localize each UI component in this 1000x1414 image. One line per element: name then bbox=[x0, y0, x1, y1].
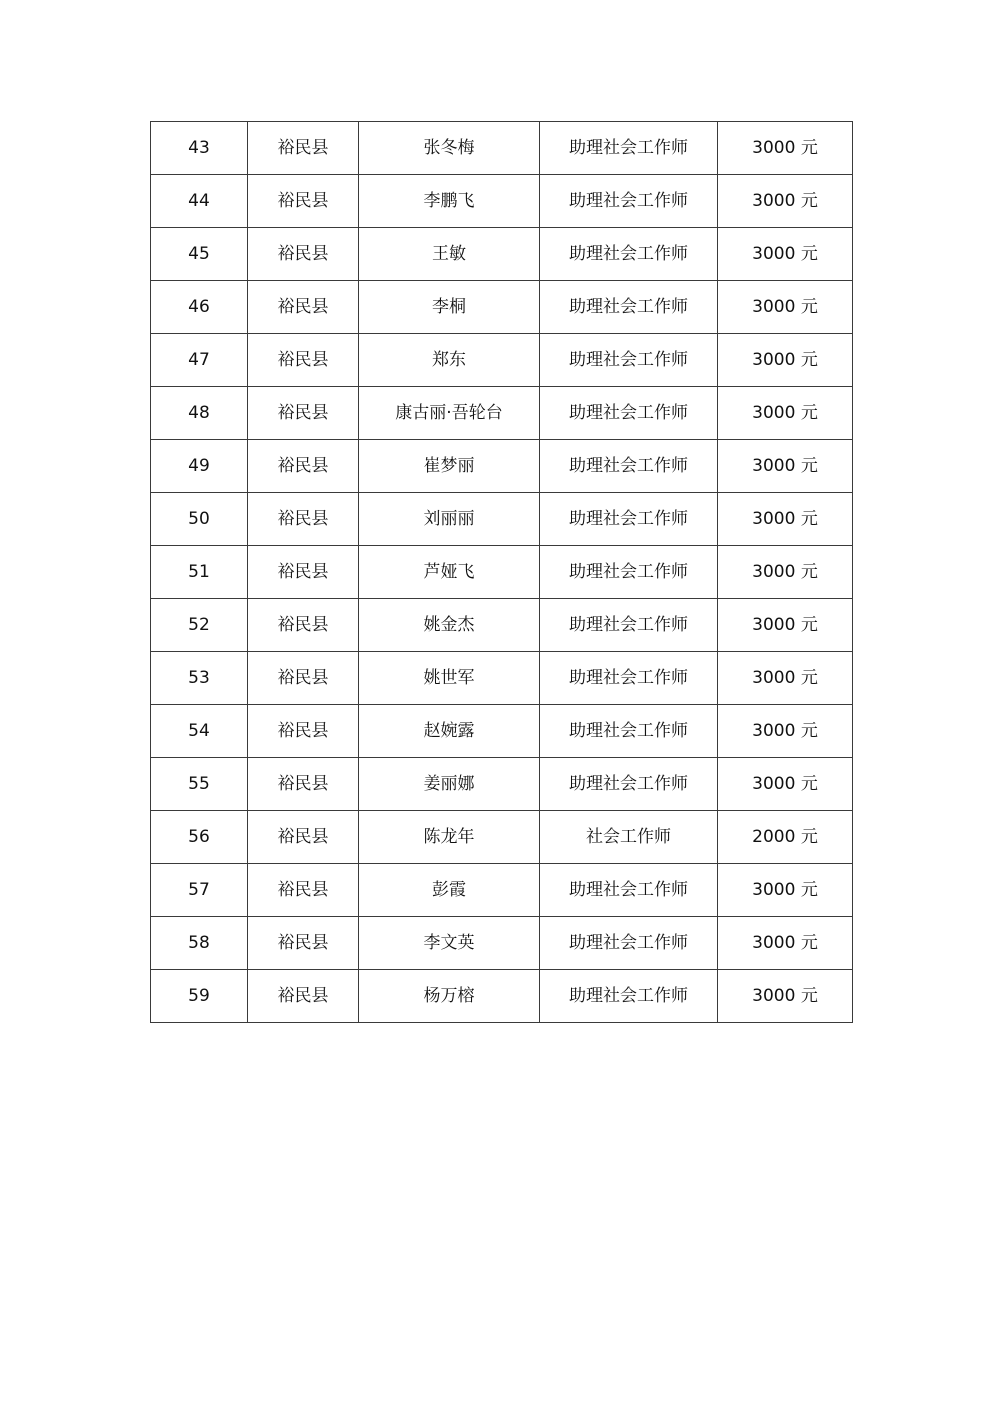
cell-county: 裕民县 bbox=[248, 281, 359, 334]
cell-amount: 3000 元 bbox=[718, 864, 853, 917]
cell-name: 陈龙年 bbox=[359, 811, 540, 864]
cell-job-title: 助理社会工作师 bbox=[540, 599, 718, 652]
cell-county: 裕民县 bbox=[248, 175, 359, 228]
cell-serial-number: 50 bbox=[151, 493, 248, 546]
cell-job-title: 助理社会工作师 bbox=[540, 546, 718, 599]
cell-job-title: 社会工作师 bbox=[540, 811, 718, 864]
cell-amount: 3000 元 bbox=[718, 705, 853, 758]
cell-amount: 3000 元 bbox=[718, 970, 853, 1023]
cell-amount: 3000 元 bbox=[718, 228, 853, 281]
cell-job-title: 助理社会工作师 bbox=[540, 281, 718, 334]
cell-amount: 3000 元 bbox=[718, 599, 853, 652]
cell-serial-number: 52 bbox=[151, 599, 248, 652]
table-row bbox=[151, 440, 853, 493]
cell-job-title: 助理社会工作师 bbox=[540, 440, 718, 493]
cell-job-title: 助理社会工作师 bbox=[540, 917, 718, 970]
cell-county: 裕民县 bbox=[248, 546, 359, 599]
cell-amount: 3000 元 bbox=[718, 652, 853, 705]
table-row bbox=[151, 281, 853, 334]
cell-serial-number: 53 bbox=[151, 652, 248, 705]
cell-amount: 3000 元 bbox=[718, 122, 853, 175]
cell-job-title: 助理社会工作师 bbox=[540, 122, 718, 175]
table-row bbox=[151, 811, 853, 864]
cell-county: 裕民县 bbox=[248, 493, 359, 546]
table-row bbox=[151, 546, 853, 599]
cell-amount: 3000 元 bbox=[718, 281, 853, 334]
cell-amount: 3000 元 bbox=[718, 546, 853, 599]
cell-county: 裕民县 bbox=[248, 652, 359, 705]
cell-name: 彭霞 bbox=[359, 864, 540, 917]
cell-name: 李桐 bbox=[359, 281, 540, 334]
cell-name: 刘丽丽 bbox=[359, 493, 540, 546]
cell-name: 芦娅飞 bbox=[359, 546, 540, 599]
table-row bbox=[151, 652, 853, 705]
cell-county: 裕民县 bbox=[248, 917, 359, 970]
cell-serial-number: 43 bbox=[151, 122, 248, 175]
cell-amount: 3000 元 bbox=[718, 758, 853, 811]
cell-county: 裕民县 bbox=[248, 599, 359, 652]
table-row bbox=[151, 599, 853, 652]
cell-job-title: 助理社会工作师 bbox=[540, 705, 718, 758]
table-row bbox=[151, 970, 853, 1023]
table-body bbox=[151, 122, 853, 1023]
cell-county: 裕民县 bbox=[248, 440, 359, 493]
cell-county: 裕民县 bbox=[248, 758, 359, 811]
cell-serial-number: 57 bbox=[151, 864, 248, 917]
table-row bbox=[151, 917, 853, 970]
cell-name: 崔梦丽 bbox=[359, 440, 540, 493]
cell-serial-number: 59 bbox=[151, 970, 248, 1023]
table-row bbox=[151, 493, 853, 546]
cell-name: 姚金杰 bbox=[359, 599, 540, 652]
cell-amount: 3000 元 bbox=[718, 440, 853, 493]
table-row bbox=[151, 705, 853, 758]
table-row bbox=[151, 334, 853, 387]
cell-job-title: 助理社会工作师 bbox=[540, 228, 718, 281]
cell-county: 裕民县 bbox=[248, 864, 359, 917]
cell-job-title: 助理社会工作师 bbox=[540, 493, 718, 546]
cell-county: 裕民县 bbox=[248, 122, 359, 175]
cell-county: 裕民县 bbox=[248, 334, 359, 387]
cell-name: 姚世军 bbox=[359, 652, 540, 705]
cell-name: 姜丽娜 bbox=[359, 758, 540, 811]
cell-name: 郑东 bbox=[359, 334, 540, 387]
cell-amount: 3000 元 bbox=[718, 175, 853, 228]
cell-county: 裕民县 bbox=[248, 970, 359, 1023]
cell-county: 裕民县 bbox=[248, 705, 359, 758]
subsidy-table bbox=[150, 121, 853, 1023]
cell-serial-number: 44 bbox=[151, 175, 248, 228]
cell-serial-number: 51 bbox=[151, 546, 248, 599]
cell-job-title: 助理社会工作师 bbox=[540, 864, 718, 917]
cell-job-title: 助理社会工作师 bbox=[540, 758, 718, 811]
cell-amount: 2000 元 bbox=[718, 811, 853, 864]
cell-county: 裕民县 bbox=[248, 811, 359, 864]
cell-name: 康古丽·吾轮台 bbox=[359, 387, 540, 440]
cell-job-title: 助理社会工作师 bbox=[540, 175, 718, 228]
table-row bbox=[151, 758, 853, 811]
cell-serial-number: 49 bbox=[151, 440, 248, 493]
cell-name: 李文英 bbox=[359, 917, 540, 970]
cell-serial-number: 48 bbox=[151, 387, 248, 440]
cell-amount: 3000 元 bbox=[718, 493, 853, 546]
table-row bbox=[151, 175, 853, 228]
cell-name: 王敏 bbox=[359, 228, 540, 281]
cell-serial-number: 55 bbox=[151, 758, 248, 811]
cell-name: 张冬梅 bbox=[359, 122, 540, 175]
cell-job-title: 助理社会工作师 bbox=[540, 652, 718, 705]
cell-serial-number: 56 bbox=[151, 811, 248, 864]
cell-serial-number: 45 bbox=[151, 228, 248, 281]
cell-job-title: 助理社会工作师 bbox=[540, 387, 718, 440]
cell-serial-number: 46 bbox=[151, 281, 248, 334]
cell-serial-number: 47 bbox=[151, 334, 248, 387]
cell-amount: 3000 元 bbox=[718, 387, 853, 440]
table-row bbox=[151, 228, 853, 281]
cell-job-title: 助理社会工作师 bbox=[540, 970, 718, 1023]
cell-name: 赵婉露 bbox=[359, 705, 540, 758]
cell-county: 裕民县 bbox=[248, 387, 359, 440]
cell-name: 杨万榕 bbox=[359, 970, 540, 1023]
cell-county: 裕民县 bbox=[248, 228, 359, 281]
cell-serial-number: 54 bbox=[151, 705, 248, 758]
table-row bbox=[151, 864, 853, 917]
cell-serial-number: 58 bbox=[151, 917, 248, 970]
table-row bbox=[151, 387, 853, 440]
cell-amount: 3000 元 bbox=[718, 334, 853, 387]
cell-job-title: 助理社会工作师 bbox=[540, 334, 718, 387]
cell-name: 李鹏飞 bbox=[359, 175, 540, 228]
table-row bbox=[151, 122, 853, 175]
cell-amount: 3000 元 bbox=[718, 917, 853, 970]
